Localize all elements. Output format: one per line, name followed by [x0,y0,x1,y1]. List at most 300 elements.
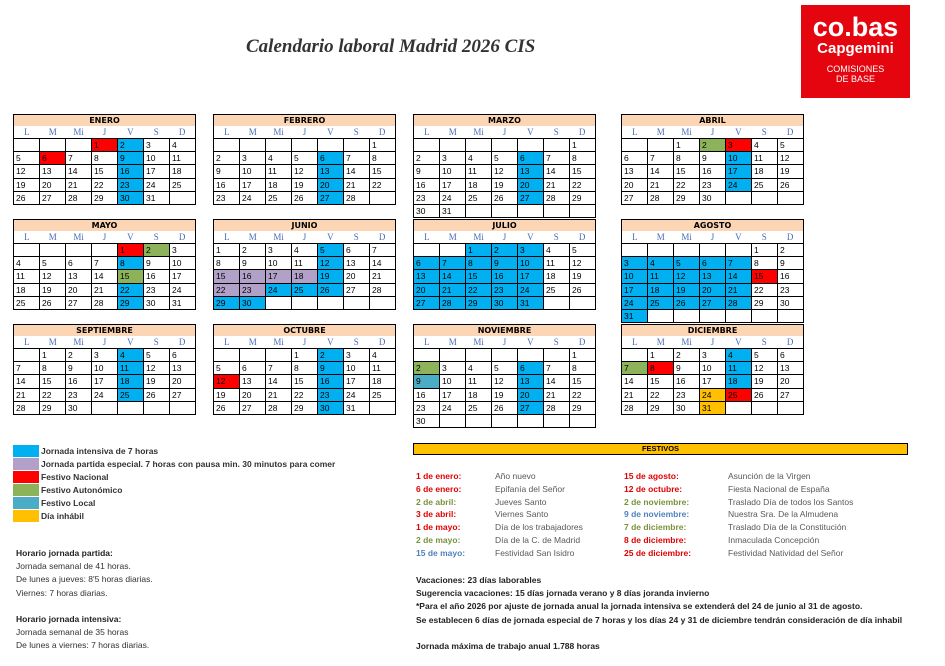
day-cell-empty [466,349,492,362]
logo-line3 [801,64,910,84]
notes [416,574,902,653]
weekday-label: D [786,127,794,137]
day-cell: 13 [240,375,266,388]
day-cell: 17 [266,270,292,283]
weekday-label: Mi [473,337,484,347]
day-cell-empty [440,139,466,152]
day-cell: 26 [292,192,318,205]
day-cell: 18 [648,284,674,297]
weekday-label: L [632,127,638,137]
day-cell: 16 [492,270,518,283]
day-cell-empty [492,139,518,152]
day-cell: 18 [292,270,318,283]
festivo-date: 25 de diciembre: [624,547,692,558]
day-cell: 22 [570,389,596,402]
day-cell-empty [14,139,40,152]
day-cell: 18 [726,375,752,388]
day-cell: 19 [778,165,804,178]
day-cell: 1 [40,349,66,362]
day-cell: 17 [440,389,466,402]
day-cell: 8 [570,362,596,375]
day-cell-empty [292,297,318,310]
day-cell: 16 [66,375,92,388]
day-cell-empty [544,139,570,152]
weekday-label: D [178,127,186,137]
weekday-label: S [553,337,559,347]
festivo-name: Viernes Santo [495,509,549,520]
day-cell: 10 [344,362,370,375]
weekday-label: V [127,232,134,242]
day-cell: 12 [492,375,518,388]
day-cell: 31 [144,192,170,205]
note-line: Jornada máxima de trabajo anual 1.788 horas [416,641,600,652]
day-cell: 29 [40,402,66,415]
legend-item [13,444,335,457]
day-cell: 7 [726,257,752,270]
weekday-label: V [127,127,134,137]
festivo-date: 2 de mayo: [416,534,461,545]
day-cell: 12 [778,152,804,165]
day-cell: 29 [570,192,596,205]
day-cell: 21 [344,179,370,192]
day-cell: 15 [466,270,492,283]
day-cell: 28 [344,192,370,205]
weekday-label: S [353,232,359,242]
day-cell: 6 [414,257,440,270]
day-cell: 21 [66,179,92,192]
day-cell: 24 [726,179,752,192]
day-cell-empty [570,205,596,218]
day-cell: 10 [144,152,170,165]
day-cell: 30 [700,192,726,205]
day-cell: 29 [674,192,700,205]
day-cell: 13 [414,270,440,283]
festivo-name: Jueves Santo [495,496,547,507]
day-cell-empty [648,244,674,257]
day-cell: 9 [118,152,144,165]
day-cell-empty [440,244,466,257]
day-cell: 8 [92,152,118,165]
day-cell: 14 [14,375,40,388]
weekday-label: S [553,232,559,242]
day-cell: 3 [726,139,752,152]
day-cell: 18 [544,270,570,283]
month-septiembre [13,324,196,415]
day-cell: 17 [344,375,370,388]
day-grid [213,348,396,415]
month-agosto [621,219,804,323]
day-cell: 23 [240,284,266,297]
weekday-label: D [178,232,186,242]
weekday-label: M [448,337,457,347]
day-cell: 29 [570,402,596,415]
weekday-label: Mi [473,127,484,137]
horario-line: Jornada semanal de 35 horas [16,627,129,638]
day-cell-empty [266,297,292,310]
day-cell: 8 [214,257,240,270]
day-cell: 10 [266,257,292,270]
day-cell: 27 [622,192,648,205]
weekday-label: V [735,232,742,242]
day-cell: 23 [118,179,144,192]
day-cell: 7 [92,257,118,270]
legend-swatch [13,471,39,483]
day-cell: 10 [518,257,544,270]
day-grid [413,243,596,310]
day-cell: 19 [752,375,778,388]
festivo-name: Traslado Día de la Constitución [728,522,847,533]
day-cell: 20 [518,179,544,192]
day-cell: 21 [266,389,292,402]
day-cell: 9 [414,165,440,178]
month-julio [413,219,596,310]
day-cell: 19 [292,179,318,192]
day-cell: 20 [778,375,804,388]
day-cell: 22 [292,389,318,402]
legend-swatch [13,497,39,509]
day-cell: 20 [700,284,726,297]
day-cell-empty [292,139,318,152]
day-cell: 27 [778,389,804,402]
day-cell: 5 [778,139,804,152]
day-cell: 8 [118,257,144,270]
horario-intensiva [16,613,149,653]
day-cell-empty [492,415,518,428]
day-cell: 5 [674,257,700,270]
month-name: JUNIO [213,219,396,231]
festivos-list-right [624,470,853,560]
day-cell: 26 [14,192,40,205]
day-cell: 4 [726,349,752,362]
day-cell: 13 [344,257,370,270]
day-cell: 15 [570,375,596,388]
day-cell: 2 [414,152,440,165]
weekday-label: V [527,337,534,347]
day-cell-empty [752,310,778,323]
day-cell: 7 [544,152,570,165]
festivo-name: Inmaculada Concepción [728,534,820,545]
day-cell: 1 [214,244,240,257]
day-cell: 30 [144,297,170,310]
month-octubre [213,324,396,415]
day-cell: 23 [66,389,92,402]
day-cell: 15 [648,375,674,388]
festivo-name: Día de los trabajadores [495,522,583,533]
day-cell: 26 [40,297,66,310]
day-cell: 14 [622,375,648,388]
month-name: DICIEMBRE [621,324,804,336]
day-cell: 5 [318,244,344,257]
weekday-label: Mi [681,232,692,242]
month-diciembre [621,324,804,415]
day-cell: 24 [518,284,544,297]
day-cell-empty [674,244,700,257]
day-cell: 12 [214,375,240,388]
day-cell: 27 [40,192,66,205]
weekday-header [213,231,396,243]
day-cell: 21 [544,389,570,402]
weekday-label: M [448,127,457,137]
day-cell-empty [170,192,196,205]
horario-line: De lunes a viernes: 7 horas diarias. [16,640,150,651]
legend-item [13,470,335,483]
day-cell: 6 [700,257,726,270]
day-cell: 28 [266,402,292,415]
day-cell: 15 [370,165,396,178]
day-cell-empty [778,402,804,415]
day-cell: 7 [648,152,674,165]
day-cell-empty [266,349,292,362]
day-cell: 16 [414,389,440,402]
day-grid [413,348,596,428]
month-name: NOVIEMBRE [413,324,596,336]
month-name: FEBRERO [213,114,396,126]
day-cell: 26 [674,297,700,310]
day-cell: 14 [370,257,396,270]
day-cell: 20 [622,179,648,192]
day-cell: 21 [648,179,674,192]
day-cell: 2 [214,152,240,165]
horario-line: Jornada semanal de 41 horas. [16,561,131,572]
day-cell: 15 [570,165,596,178]
day-cell: 22 [92,179,118,192]
day-cell: 18 [266,179,292,192]
day-cell-empty [14,349,40,362]
day-cell: 15 [40,375,66,388]
note-line: Sugerencia vacaciones: 15 días jornada verano y 8 días joranda invierno [416,588,710,599]
day-cell: 20 [414,284,440,297]
weekday-label: Mi [73,127,84,137]
day-cell: 10 [440,375,466,388]
festivo-name: Festividad Natividad del Señor [728,547,844,558]
day-cell: 31 [622,310,648,323]
logo-line2: Capgemini [817,40,894,57]
weekday-label: S [553,127,559,137]
day-cell: 9 [414,375,440,388]
day-cell: 31 [170,297,196,310]
weekday-label: J [710,337,715,347]
day-cell: 25 [370,389,396,402]
weekday-label: M [248,337,257,347]
day-cell: 18 [118,375,144,388]
day-cell-empty [726,402,752,415]
day-cell: 11 [370,362,396,375]
day-cell-empty [40,244,66,257]
day-cell: 19 [214,389,240,402]
day-cell-empty [518,349,544,362]
logo-line1: co.bas [812,12,899,42]
day-cell: 22 [214,284,240,297]
day-cell: 20 [170,375,196,388]
day-grid [621,348,804,415]
day-cell: 29 [92,192,118,205]
day-cell: 9 [144,257,170,270]
legend-swatch [13,510,39,522]
day-cell-empty [544,297,570,310]
day-cell: 24 [92,389,118,402]
day-cell: 24 [440,192,466,205]
day-cell: 15 [118,270,144,283]
day-cell: 19 [144,375,170,388]
festivos-list-left [416,470,583,560]
day-cell: 12 [492,165,518,178]
day-cell: 3 [700,349,726,362]
day-cell: 3 [622,257,648,270]
day-cell: 13 [66,270,92,283]
weekday-label: L [632,337,638,347]
day-cell: 2 [414,362,440,375]
day-cell: 27 [414,297,440,310]
day-cell: 4 [466,152,492,165]
month-junio [213,219,396,310]
day-cell: 22 [674,179,700,192]
festivo-row [416,534,583,547]
day-cell: 31 [440,205,466,218]
festivo-date: 2 de abril: [416,496,457,507]
weekday-label: D [578,127,586,137]
day-cell: 20 [344,270,370,283]
weekday-label: D [378,337,386,347]
festivo-date: 1 de enero: [416,471,462,481]
weekday-label: L [632,232,638,242]
day-cell: 8 [752,257,778,270]
day-cell: 10 [726,152,752,165]
day-cell: 21 [370,270,396,283]
day-cell: 9 [318,362,344,375]
month-abril [621,114,804,205]
day-cell: 6 [344,244,370,257]
day-cell-empty [414,244,440,257]
day-cell: 6 [518,152,544,165]
day-cell: 19 [14,179,40,192]
month-name: ENERO [13,114,196,126]
month-mayo [13,219,196,310]
day-cell: 4 [170,139,196,152]
day-grid [13,138,196,205]
day-cell: 15 [214,270,240,283]
weekday-label: V [327,232,334,242]
day-cell: 16 [240,270,266,283]
day-cell: 9 [778,257,804,270]
legend-label: Día inhábil [41,510,84,521]
day-cell: 6 [622,152,648,165]
day-cell: 27 [518,402,544,415]
weekday-label: D [378,127,386,137]
day-cell: 14 [92,270,118,283]
day-cell-empty [414,139,440,152]
day-cell-empty [518,205,544,218]
weekday-label: Mi [273,337,284,347]
day-cell-empty [414,349,440,362]
day-cell: 1 [118,244,144,257]
weekday-label: M [48,232,57,242]
day-cell-empty [66,139,92,152]
weekday-label: J [502,127,507,137]
day-cell-empty [544,415,570,428]
month-name: SEPTIEMBRE [13,324,196,336]
day-cell: 7 [266,362,292,375]
day-cell: 28 [544,192,570,205]
day-cell: 27 [170,389,196,402]
weekday-header [13,231,196,243]
day-cell-empty [240,349,266,362]
day-cell: 11 [170,152,196,165]
day-cell: 25 [466,402,492,415]
day-cell: 14 [726,270,752,283]
day-cell: 28 [92,297,118,310]
day-cell: 25 [118,389,144,402]
day-cell: 6 [518,362,544,375]
day-grid [13,243,196,310]
weekday-label: L [24,232,30,242]
day-cell: 15 [674,165,700,178]
day-cell-empty [240,139,266,152]
day-cell: 2 [144,244,170,257]
day-cell-empty [66,244,92,257]
day-cell: 18 [466,389,492,402]
weekday-label: M [656,337,665,347]
weekday-label: S [153,337,159,347]
day-cell: 1 [570,349,596,362]
day-cell: 16 [318,375,344,388]
day-cell: 14 [544,375,570,388]
day-cell: 13 [170,362,196,375]
festivo-date: 15 de mayo: [416,547,466,558]
day-cell-empty [318,139,344,152]
day-cell: 4 [370,349,396,362]
weekday-label: S [153,127,159,137]
weekday-label: L [24,127,30,137]
logo-line3-text: COMISIONES [826,64,885,74]
day-cell: 27 [66,297,92,310]
month-name: AGOSTO [621,219,804,231]
weekday-label: S [761,337,767,347]
day-cell: 28 [66,192,92,205]
day-cell: 8 [292,362,318,375]
day-cell-empty [466,139,492,152]
legend-label: Jornada intensiva de 7 horas [41,445,159,456]
day-cell: 11 [726,362,752,375]
day-cell: 2 [318,349,344,362]
day-cell-empty [92,402,118,415]
day-cell: 30 [118,192,144,205]
month-febrero [213,114,396,205]
month-marzo [413,114,596,218]
day-cell: 17 [700,375,726,388]
day-cell: 11 [648,270,674,283]
day-cell: 23 [778,284,804,297]
day-cell: 4 [466,362,492,375]
horario-intensiva-title: Horario jornada intensiva: [16,614,122,624]
day-cell-empty [492,205,518,218]
day-cell-empty [214,139,240,152]
festivo-row [624,534,853,547]
festivo-name: Año nuevo [495,471,536,481]
weekday-label: S [353,127,359,137]
day-cell-empty [518,139,544,152]
day-cell-empty [544,349,570,362]
day-cell: 31 [700,402,726,415]
logo-line4-text: DE BASE [835,74,875,84]
day-cell: 4 [292,244,318,257]
weekday-label: S [153,232,159,242]
legend [13,444,335,522]
day-cell: 26 [492,402,518,415]
festivo-date: 3 de abril: [416,509,457,520]
day-cell-empty [440,349,466,362]
day-cell: 17 [144,165,170,178]
note-line: Se establecen 6 días de jornada especial de 7 horas y los días 24 y 31 de diciembre tendrán consideración de día inhabil [416,614,903,625]
